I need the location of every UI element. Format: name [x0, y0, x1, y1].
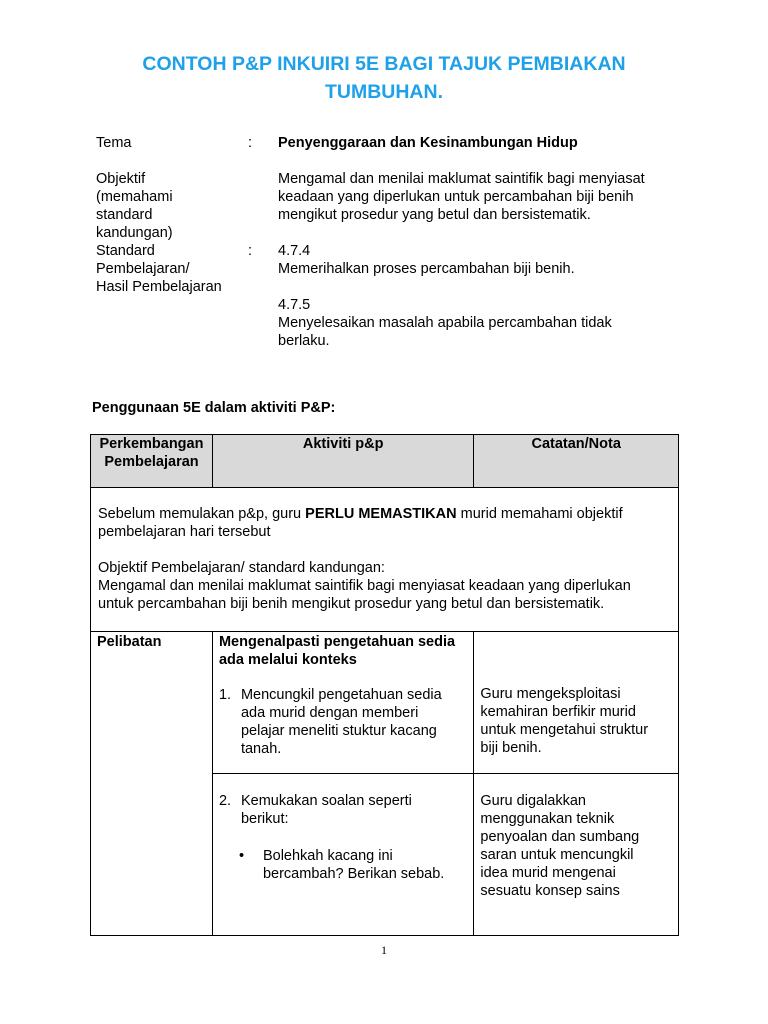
standard-label — [96, 242, 246, 296]
standard-1-text: Memerihalkan proses percambahan biji benih. — [278, 261, 575, 277]
header-aktiviti: Aktiviti p&p — [212, 435, 473, 488]
section-heading: Penggunaan 5E dalam aktiviti P&P: — [92, 400, 336, 416]
info-row-standard — [96, 242, 676, 350]
tema-value: Penyenggaraan dan Kesinambungan Hidup — [278, 135, 578, 151]
activity-item-line: Mencungkil pengetahuan sedia — [240, 687, 442, 703]
header-perkembangan-line: Perkembangan — [99, 436, 204, 452]
note-line: sesuatu konsep sains — [480, 883, 620, 899]
table-header-row — [91, 435, 679, 488]
activity-cell-2 — [212, 774, 473, 936]
intro-text: pembelajaran hari tersebut — [98, 524, 271, 540]
standard-label-line: Standard — [96, 243, 155, 259]
note-cell-1 — [474, 632, 679, 774]
standard-value — [278, 242, 676, 350]
info-row-objektif — [96, 170, 676, 242]
activity-item-line: ada murid dengan memberi — [240, 705, 419, 721]
intro-row — [91, 488, 679, 632]
item-number: 2. — [218, 793, 232, 809]
objektif-label-line: (memahami — [96, 189, 173, 205]
objektif-value-line: Mengamal dan menilai maklumat saintifik bagi menyiasat — [278, 171, 645, 187]
note-line: biji benih. — [480, 740, 542, 756]
tema-label: Tema — [96, 135, 132, 151]
objektif-label-line: standard — [96, 207, 153, 223]
objektif-label-line: Objektif — [96, 171, 146, 187]
activity-item-line: berikut: — [240, 811, 289, 827]
intro-text: murid memahami objektif — [456, 506, 623, 522]
title-line-1: CONTOH P&P INKUIRI 5E BAGI TAJUK PEMBIAKAN — [142, 53, 626, 75]
objektif-value — [278, 170, 676, 242]
lesson-info — [96, 134, 676, 350]
note-line: kemahiran berfikir murid — [480, 704, 636, 720]
header-perkembangan-line: Pembelajaran — [104, 454, 199, 470]
activity-heading-line: ada melalui konteks — [218, 652, 357, 668]
activity-heading — [219, 633, 467, 669]
standard-label-line: Pembelajaran/ — [96, 261, 190, 277]
objective-heading: Objektif Pembelajaran/ standard kandungan: — [98, 560, 385, 576]
pelibatan-row-1 — [91, 632, 679, 774]
bullet-item — [219, 847, 467, 883]
intro-paragraph — [98, 505, 672, 541]
info-row-tema — [96, 134, 676, 152]
title-line-2: TUMBUHAN. — [324, 81, 444, 103]
bullet-line: bercambah? Berikan sebab. — [262, 866, 445, 882]
stage-pelibatan: Pelibatan — [91, 632, 213, 936]
note-line: menggunakan teknik — [480, 811, 615, 827]
objektif-label — [96, 170, 246, 242]
note-line: Guru digalakkan — [480, 793, 586, 809]
tema-colon: : — [248, 135, 253, 151]
objective-text: untuk percambahan biji benih mengikut prosedur yang betul dan bersistematik. — [98, 596, 605, 612]
standard-2-code: 4.7.5 — [278, 297, 311, 313]
activity-cell-1 — [212, 632, 473, 774]
standard-2-text-line: Menyelesaikan masalah apabila percambahan tidak — [278, 315, 612, 331]
item-number: 1. — [218, 687, 232, 703]
header-perkembangan — [91, 435, 213, 488]
activity-table — [90, 434, 679, 936]
activity-item-line: tanah. — [240, 741, 282, 757]
activity-item-line: pelajar meneliti stuktur kacang — [240, 723, 437, 739]
note-line: penyoalan dan sumbang — [480, 829, 640, 845]
page-number: 1 — [381, 943, 387, 957]
note-line: saran untuk mencungkil — [480, 847, 634, 863]
standard-2-text-line: berlaku. — [278, 333, 330, 349]
objective-paragraph — [98, 559, 672, 613]
standard-1-code: 4.7.4 — [278, 243, 311, 259]
objective-text: Mengamal dan menilai maklumat saintifik bagi menyiasat keadaan yang diperlukan — [98, 578, 631, 594]
activity-heading-line: Mengenalpasti pengetahuan sedia — [218, 634, 456, 650]
intro-text: Sebelum memulakan p&p, guru — [98, 506, 306, 522]
document-title — [0, 50, 768, 106]
bullet-icon: • — [238, 848, 245, 864]
standard-label-line: Hasil Pembelajaran — [96, 279, 222, 295]
note-line: Guru mengeksploitasi — [480, 686, 621, 702]
activity-item-1 — [219, 686, 467, 758]
intro-emphasis: PERLU MEMASTIKAN — [305, 506, 457, 522]
header-catatan: Catatan/Nota — [474, 435, 679, 488]
objektif-value-line: keadaan yang diperlukan untuk percambahan biji benih — [278, 189, 634, 205]
intro-cell — [91, 488, 679, 632]
activity-item-2 — [219, 792, 467, 883]
standard-colon: : — [248, 243, 253, 259]
note-line: untuk mengetahui struktur — [480, 722, 649, 738]
bullet-line: Bolehkah kacang ini — [262, 848, 393, 864]
note-line: idea murid mengenai — [480, 865, 616, 881]
note-cell-2 — [474, 774, 679, 936]
objektif-label-line: kandungan) — [96, 225, 173, 241]
activity-item-line: Kemukakan soalan seperti — [240, 793, 412, 809]
objektif-value-line: mengikut prosedur yang betul dan bersistematik. — [278, 207, 591, 223]
